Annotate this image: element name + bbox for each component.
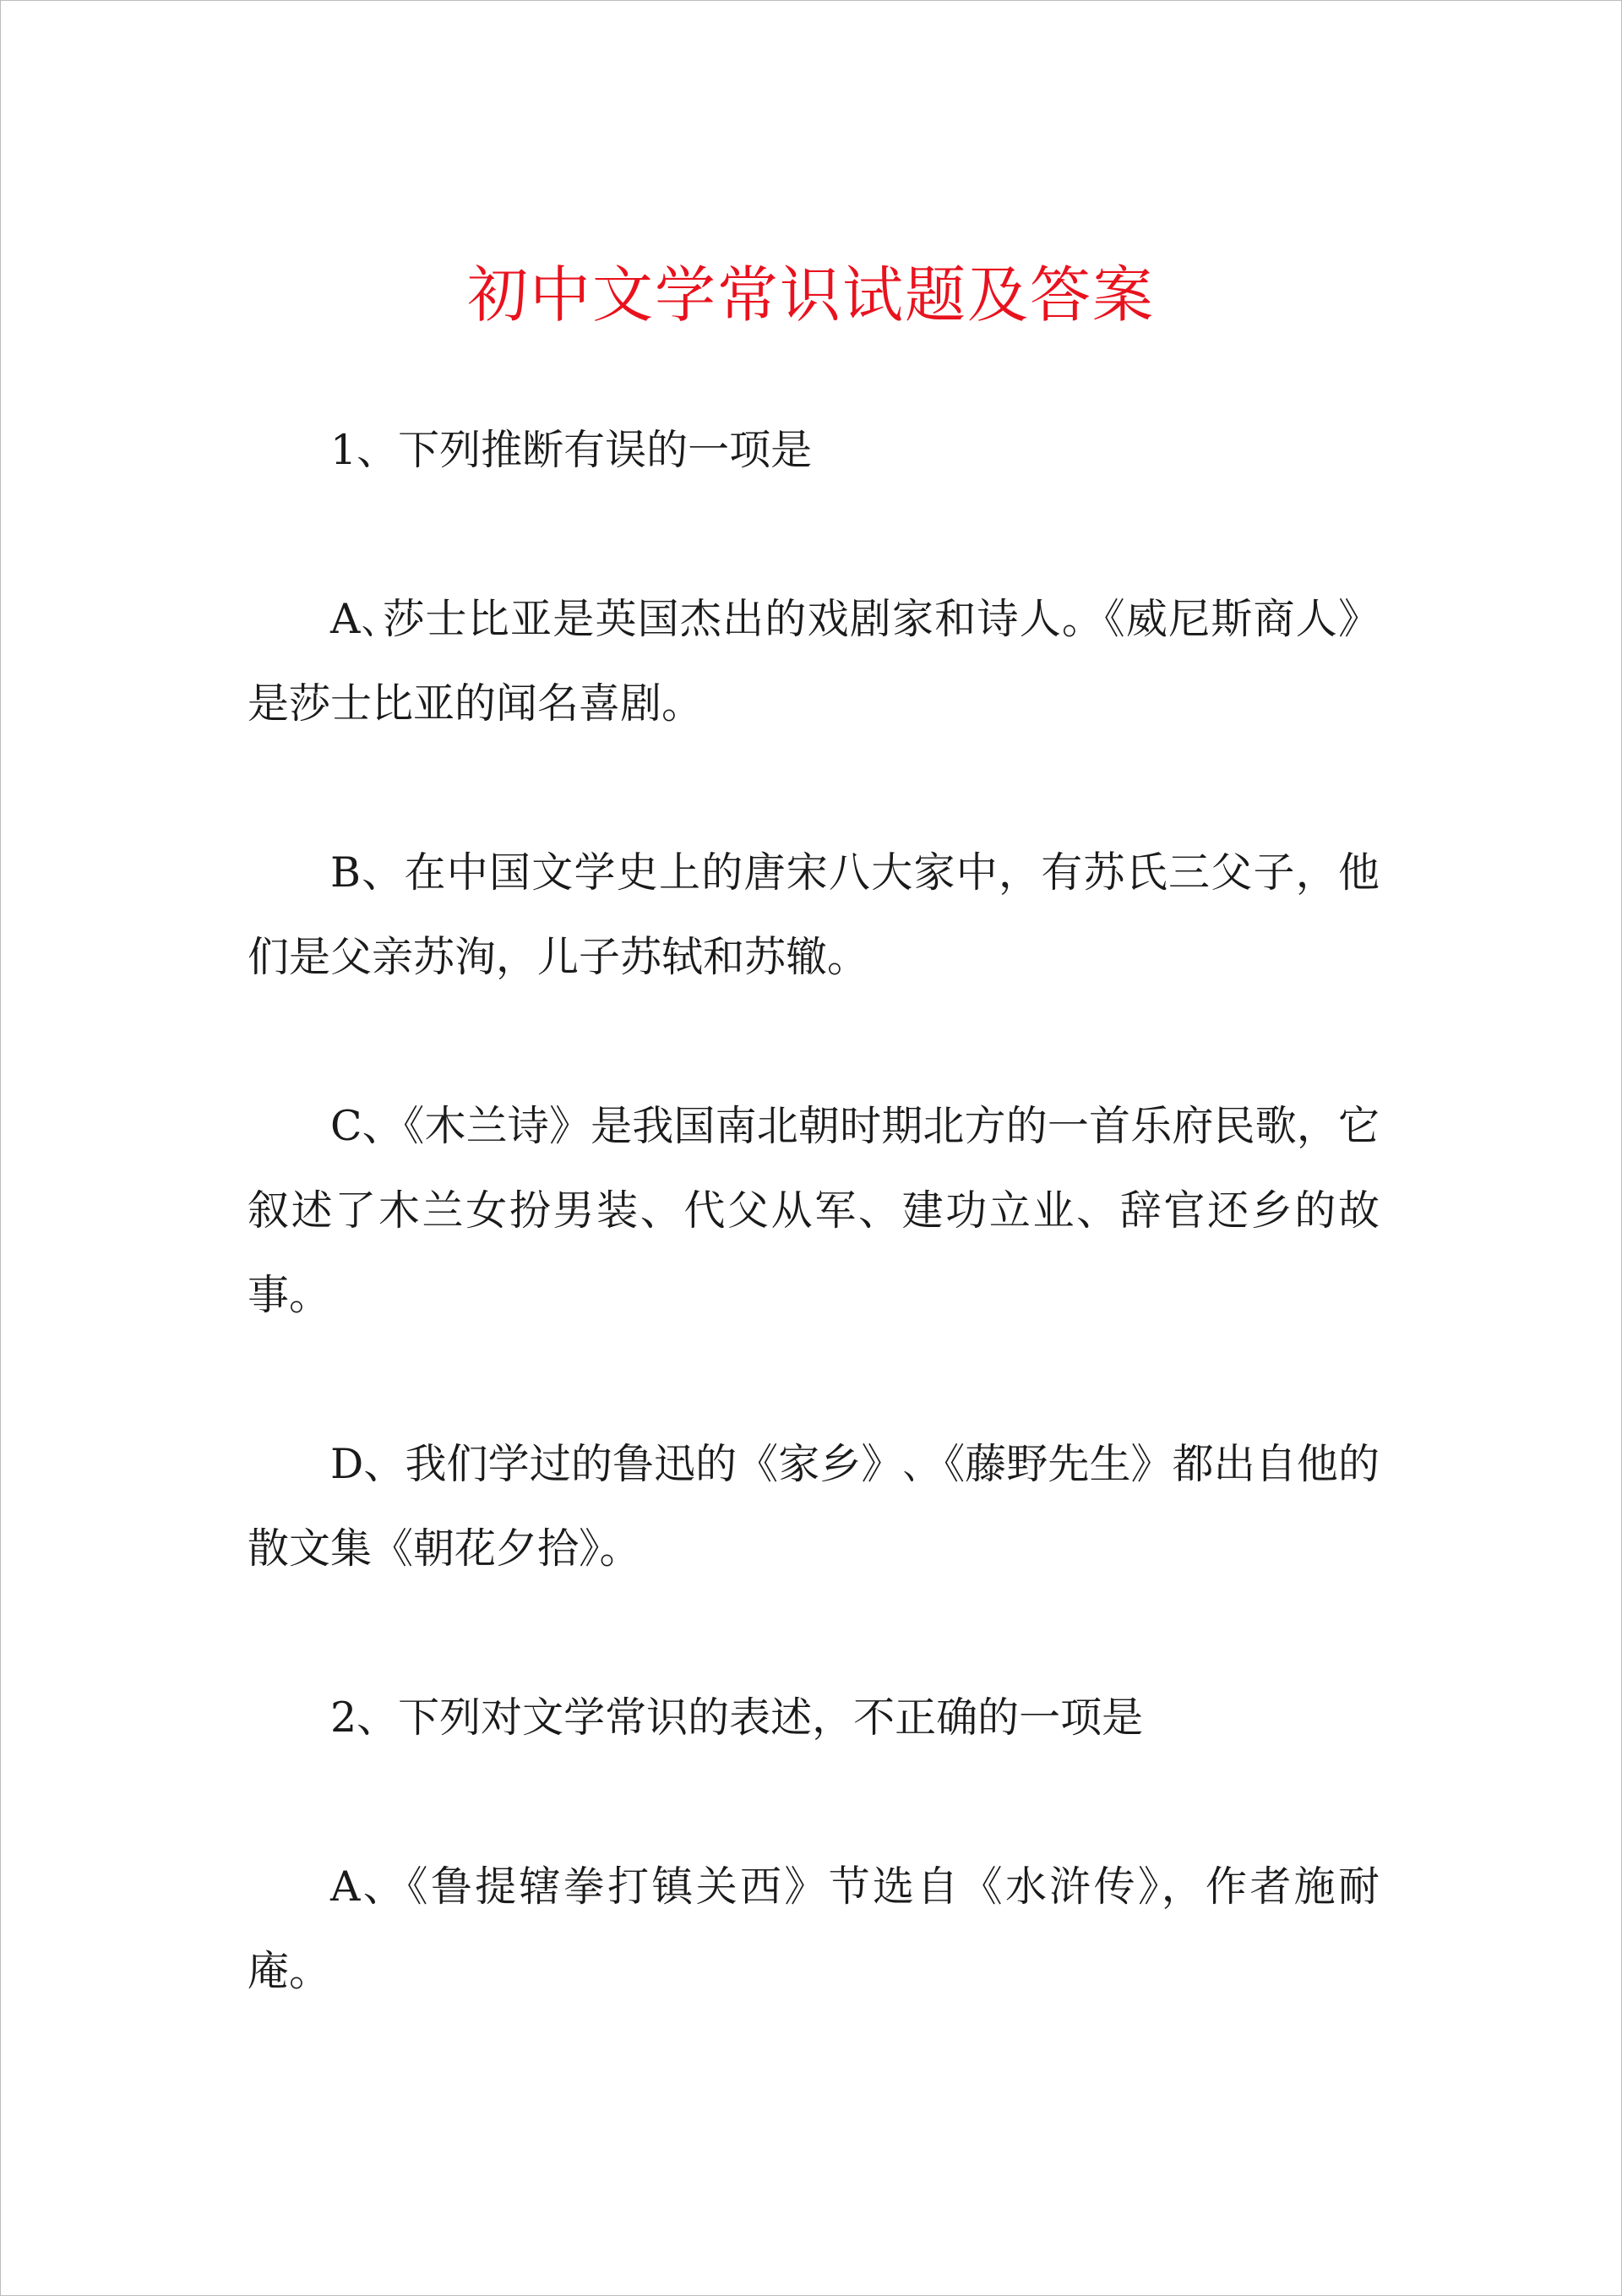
question-1-option-b: B、在中国文学史上的唐宋八大家中，有苏氏三父子，他们是父亲苏洵，儿子苏轼和苏辙。 [248, 848, 1380, 981]
question-1-stem: 1、下列推断有误的一项是 [330, 426, 813, 474]
question-1-option-a: A､莎士比亚是英国杰出的戏剧家和诗人。《威尼斯商人》是莎士比亚的闻名喜剧。 [248, 595, 1380, 728]
document-body [248, 408, 1380, 2098]
question-2-option-a: A、《鲁提辖拳打镇关西》节选自《水浒传》，作者施耐庵。 [248, 1862, 1380, 1995]
document-title: 初中文学常识试题及答案 [466, 259, 1155, 330]
question-1-option-c: C、《木兰诗》是我国南北朝时期北方的一首乐府民歌，它叙述了木兰女扮男装、代父从军、建功立业、辞官还乡的故事。 [248, 1102, 1380, 1319]
question-1-option-d: D、我们学过的鲁迅的《家乡》､《藤野先生》都出自他的散文集《朝花夕拾》。 [248, 1440, 1380, 1573]
question-2-stem: 2、下列对文学常识的表述，不正确的一项是 [330, 1693, 1144, 1742]
